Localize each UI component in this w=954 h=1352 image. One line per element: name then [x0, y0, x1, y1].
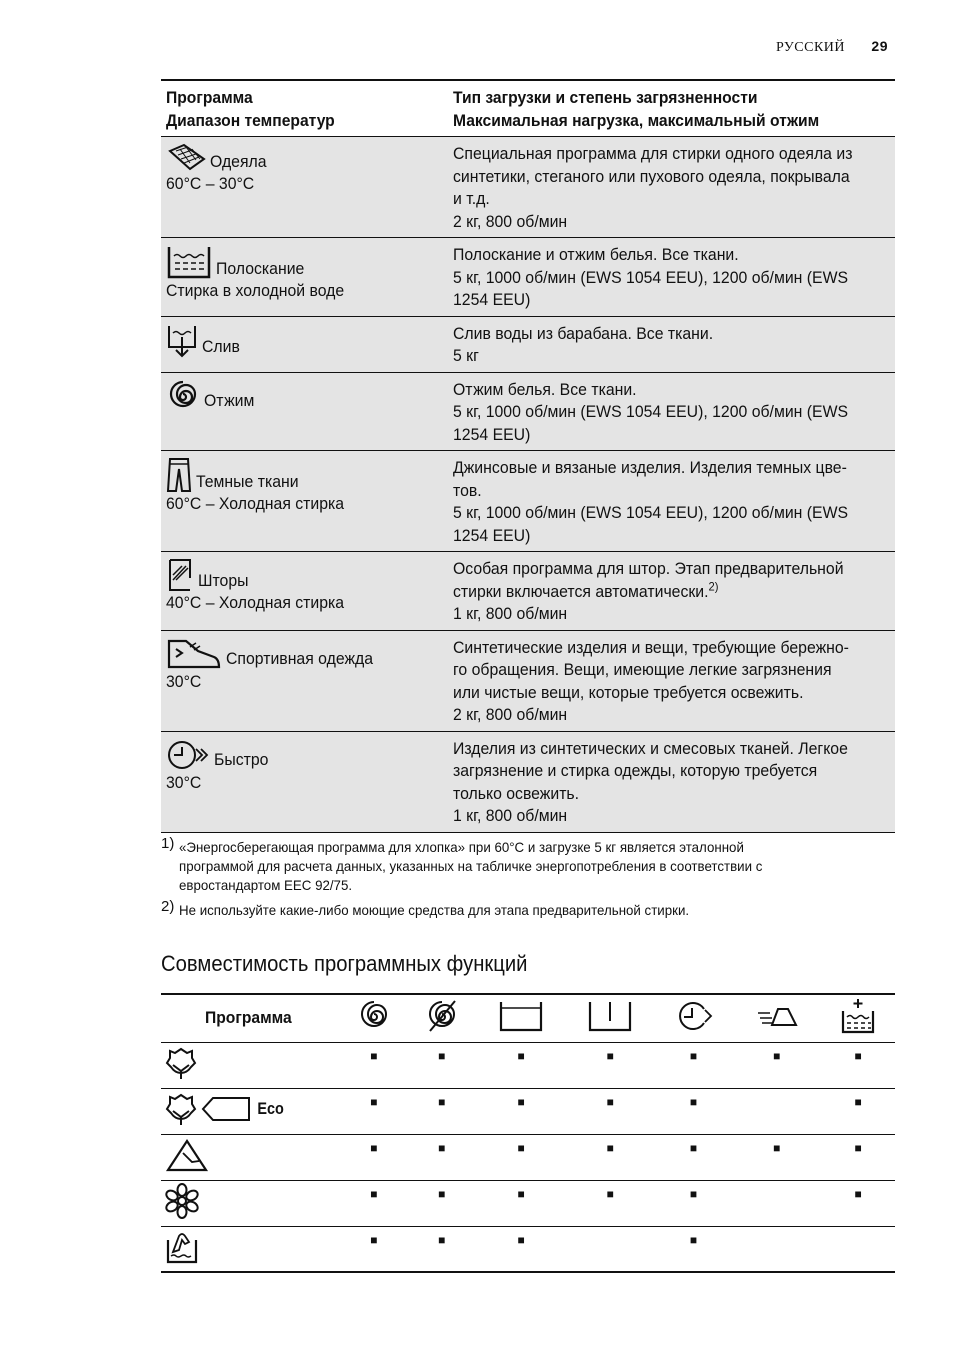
cotton-icon [165, 1091, 197, 1127]
compat-mark: ■ [370, 1232, 378, 1247]
curtains-icon [166, 558, 194, 592]
table-row: Слив Слив воды из барабана. Все ткани. 5 кг [161, 316, 895, 372]
program-name: Быстро [214, 750, 269, 769]
compat-mark: ■ [517, 1048, 525, 1063]
compat-mark: ■ [370, 1094, 378, 1109]
compat-mark: ■ [606, 1140, 614, 1155]
compat-mark: ■ [606, 1094, 614, 1109]
program-temp: 40°C – Холодная стирка [166, 593, 345, 612]
compat-mark: ■ [773, 1140, 781, 1155]
program-temp: 30°C [166, 772, 202, 792]
compat-cell [566, 1088, 655, 1134]
compatibility-row [161, 1042, 895, 1088]
compat-cell [566, 1042, 655, 1088]
compatibility-row [161, 1180, 895, 1226]
jeans-icon [166, 457, 192, 493]
compat-cell [655, 1134, 732, 1180]
compat-cell [566, 1180, 655, 1226]
compat-cell [566, 1226, 655, 1272]
compatibility-table [161, 993, 895, 1273]
eco-tag-icon [201, 1095, 251, 1123]
compat-mark: ■ [438, 1048, 446, 1063]
compat-cell [341, 1088, 407, 1134]
table-row: Отжим Отжим белья. Все ткани. 5 кг, 1000 об/мин (EWS 1054 EEU), 1200 об/мин (EWS 1254 EEU) [161, 372, 895, 451]
time-saver-icon [674, 999, 714, 1033]
section-title: Совместимость программных функций [161, 951, 528, 976]
program-temp: 30°C [166, 671, 202, 691]
page-header [776, 38, 888, 56]
compat-cell [732, 1088, 821, 1134]
compat-mark: ■ [689, 1232, 698, 1247]
compat-mark: ■ [517, 1140, 525, 1155]
compatibility-row [161, 1226, 895, 1272]
compat-mark: ■ [517, 1232, 525, 1247]
table-row: Шторы 40°C – Холодная стирка Особая программа для штор. Этап предварительной стирки включается автоматически.$^{2)}$ 1 кг, 800 об/мин [161, 552, 895, 631]
compat-cell [821, 1088, 895, 1134]
compat-mark: ■ [854, 1094, 862, 1109]
table-row: Быстро 30°C Изделия из синтетических и смесовых тканей. Легкое загрязнение и стирка одежды, которую требуется только освежить. 1 кг, 800 об/мин [161, 731, 895, 832]
compat-cell [821, 1134, 895, 1180]
compat-mark: ■ [854, 1140, 862, 1155]
compat-cell [732, 1042, 821, 1088]
compat-mark: ■ [773, 1048, 781, 1063]
compat-cell [821, 1180, 895, 1226]
compat-cell [821, 1226, 895, 1272]
compat-mark: ■ [370, 1186, 378, 1201]
blanket-icon [166, 143, 206, 173]
compat-cell [732, 1180, 821, 1226]
program-temp: Стирка в холодной воде [166, 281, 345, 300]
synthetics-icon [165, 1137, 209, 1173]
program-table-header [161, 80, 895, 137]
program-name: Спортивная одежда [226, 649, 374, 668]
program-name: Шторы [198, 570, 249, 590]
compat-cell [407, 1042, 477, 1088]
compat-mark: ■ [689, 1140, 698, 1155]
program-name: Полоскание [216, 258, 305, 278]
night-cycle-icon [587, 999, 633, 1033]
header-load-type: Тип загрузки и степень загрязненности Максимальная нагрузка, максимальный отжим [453, 88, 820, 130]
compat-mark: ■ [689, 1094, 698, 1109]
header-program: Программа Диапазон температур [166, 88, 335, 130]
no-spin-icon [424, 998, 460, 1034]
compat-mark: ■ [854, 1048, 862, 1063]
compat-cell [407, 1134, 477, 1180]
program-name: Отжим [204, 391, 255, 410]
spin-icon [357, 999, 391, 1033]
compat-cell [477, 1180, 566, 1226]
compat-cell [655, 1180, 732, 1226]
footnotes [161, 835, 881, 926]
compat-cell [655, 1088, 732, 1134]
compat-cell [407, 1180, 477, 1226]
program-temp: 60°C – Холодная стирка [166, 494, 345, 513]
compat-cell [407, 1088, 477, 1134]
compat-mark: ■ [438, 1140, 446, 1155]
rinse-hold-icon [498, 999, 544, 1033]
compat-mark: ■ [438, 1232, 446, 1247]
compat-cell [477, 1088, 566, 1134]
compatibility-header [161, 994, 895, 1042]
footnote: 1) «Энергосберегающая программа для хлопка» при 60°C и загрузке 5 кг является эталонной программой для расчета данных, указанных на табличке энергопотребления в соответствии с евростандартом EEC 92/75. [161, 835, 763, 893]
eco-label: Eco [257, 1098, 284, 1118]
spin-icon [166, 379, 200, 413]
footnote-mark: 2) [161, 898, 175, 915]
compat-mark: ■ [438, 1186, 446, 1201]
compat-mark: ■ [606, 1048, 614, 1063]
compat-cell [821, 1042, 895, 1088]
compat-cell [732, 1226, 821, 1272]
rinse-icon [166, 244, 212, 280]
compat-mark: ■ [370, 1140, 378, 1155]
program-temp: 60°C – 30°C [166, 174, 255, 193]
table-row: Полоскание Стирка в холодной воде Полоскание и отжим белья. Все ткани. 5 кг, 1000 об/мин (EWS 1054 EEU), 1200 об/мин (EWS 1254 EEU) [161, 238, 895, 317]
program-name: Темные ткани [196, 471, 299, 491]
compat-cell [477, 1226, 566, 1272]
compat-mark: ■ [689, 1186, 698, 1201]
sport-shoe-icon [166, 637, 222, 671]
program-name: Одеяла [210, 151, 267, 171]
compat-mark: ■ [854, 1186, 862, 1201]
compatibility-row [161, 1088, 895, 1134]
compat-mark: ■ [438, 1094, 446, 1109]
compat-cell [407, 1226, 477, 1272]
program-name: Слив [202, 337, 240, 356]
footnote-ref: 2) [708, 578, 719, 593]
table-row: Спортивная одежда 30°C Синтетические изделия и вещи, требующие бережно- го обращения. Вещи, имеющие легкие загрязнения или чистые вещи, которые требуется освежить. 2 кг, 800 об/мин [161, 630, 895, 731]
compat-cell [477, 1134, 566, 1180]
compat-cell [341, 1134, 407, 1180]
compat-mark: ■ [517, 1186, 525, 1201]
easy-iron-icon [754, 1001, 800, 1031]
compat-cell [655, 1042, 732, 1088]
compat-cell [655, 1226, 732, 1272]
prewash-icon [839, 997, 877, 1035]
footnote-mark: 1) [161, 835, 175, 852]
page-number: 29 [871, 38, 888, 54]
footnote: 2) Не используйте какие-либо моющие средства для этапа предварительной стирки. [161, 898, 690, 918]
table-row: Темные ткани 60°C – Холодная стирка Джинсовые и вязаные изделия. Изделия темных цве- тов. 5 кг, 1000 об/мин (EWS 1054 EEU), 1200 об/мин (EWS 1254 EEU) [161, 451, 895, 552]
compat-mark: ■ [517, 1094, 525, 1109]
drain-icon [166, 323, 198, 359]
compat-mark: ■ [370, 1048, 378, 1063]
compat-mark: ■ [689, 1048, 698, 1063]
compat-cell [732, 1134, 821, 1180]
compat-cell [477, 1042, 566, 1088]
compatibility-row [161, 1134, 895, 1180]
header-program-label: Программа [205, 1008, 292, 1028]
compat-mark: ■ [606, 1186, 614, 1201]
handwash-wool-icon [165, 1228, 199, 1264]
compat-cell [341, 1042, 407, 1088]
cotton-icon [165, 1045, 197, 1081]
quick-clock-icon [166, 738, 210, 772]
compat-cell [341, 1180, 407, 1226]
delicates-icon [165, 1183, 199, 1219]
table-row: Одеяла 60°C – 30°C Специальная программа для стирки одного одеяла из синтетики, стеганого или пухового одеяла, покрывала и т.д. 2 кг, 800 об/мин [161, 137, 895, 238]
language-label: РУССКИЙ [775, 40, 846, 55]
compat-cell [341, 1226, 407, 1272]
compat-cell [566, 1134, 655, 1180]
program-table [161, 79, 895, 833]
